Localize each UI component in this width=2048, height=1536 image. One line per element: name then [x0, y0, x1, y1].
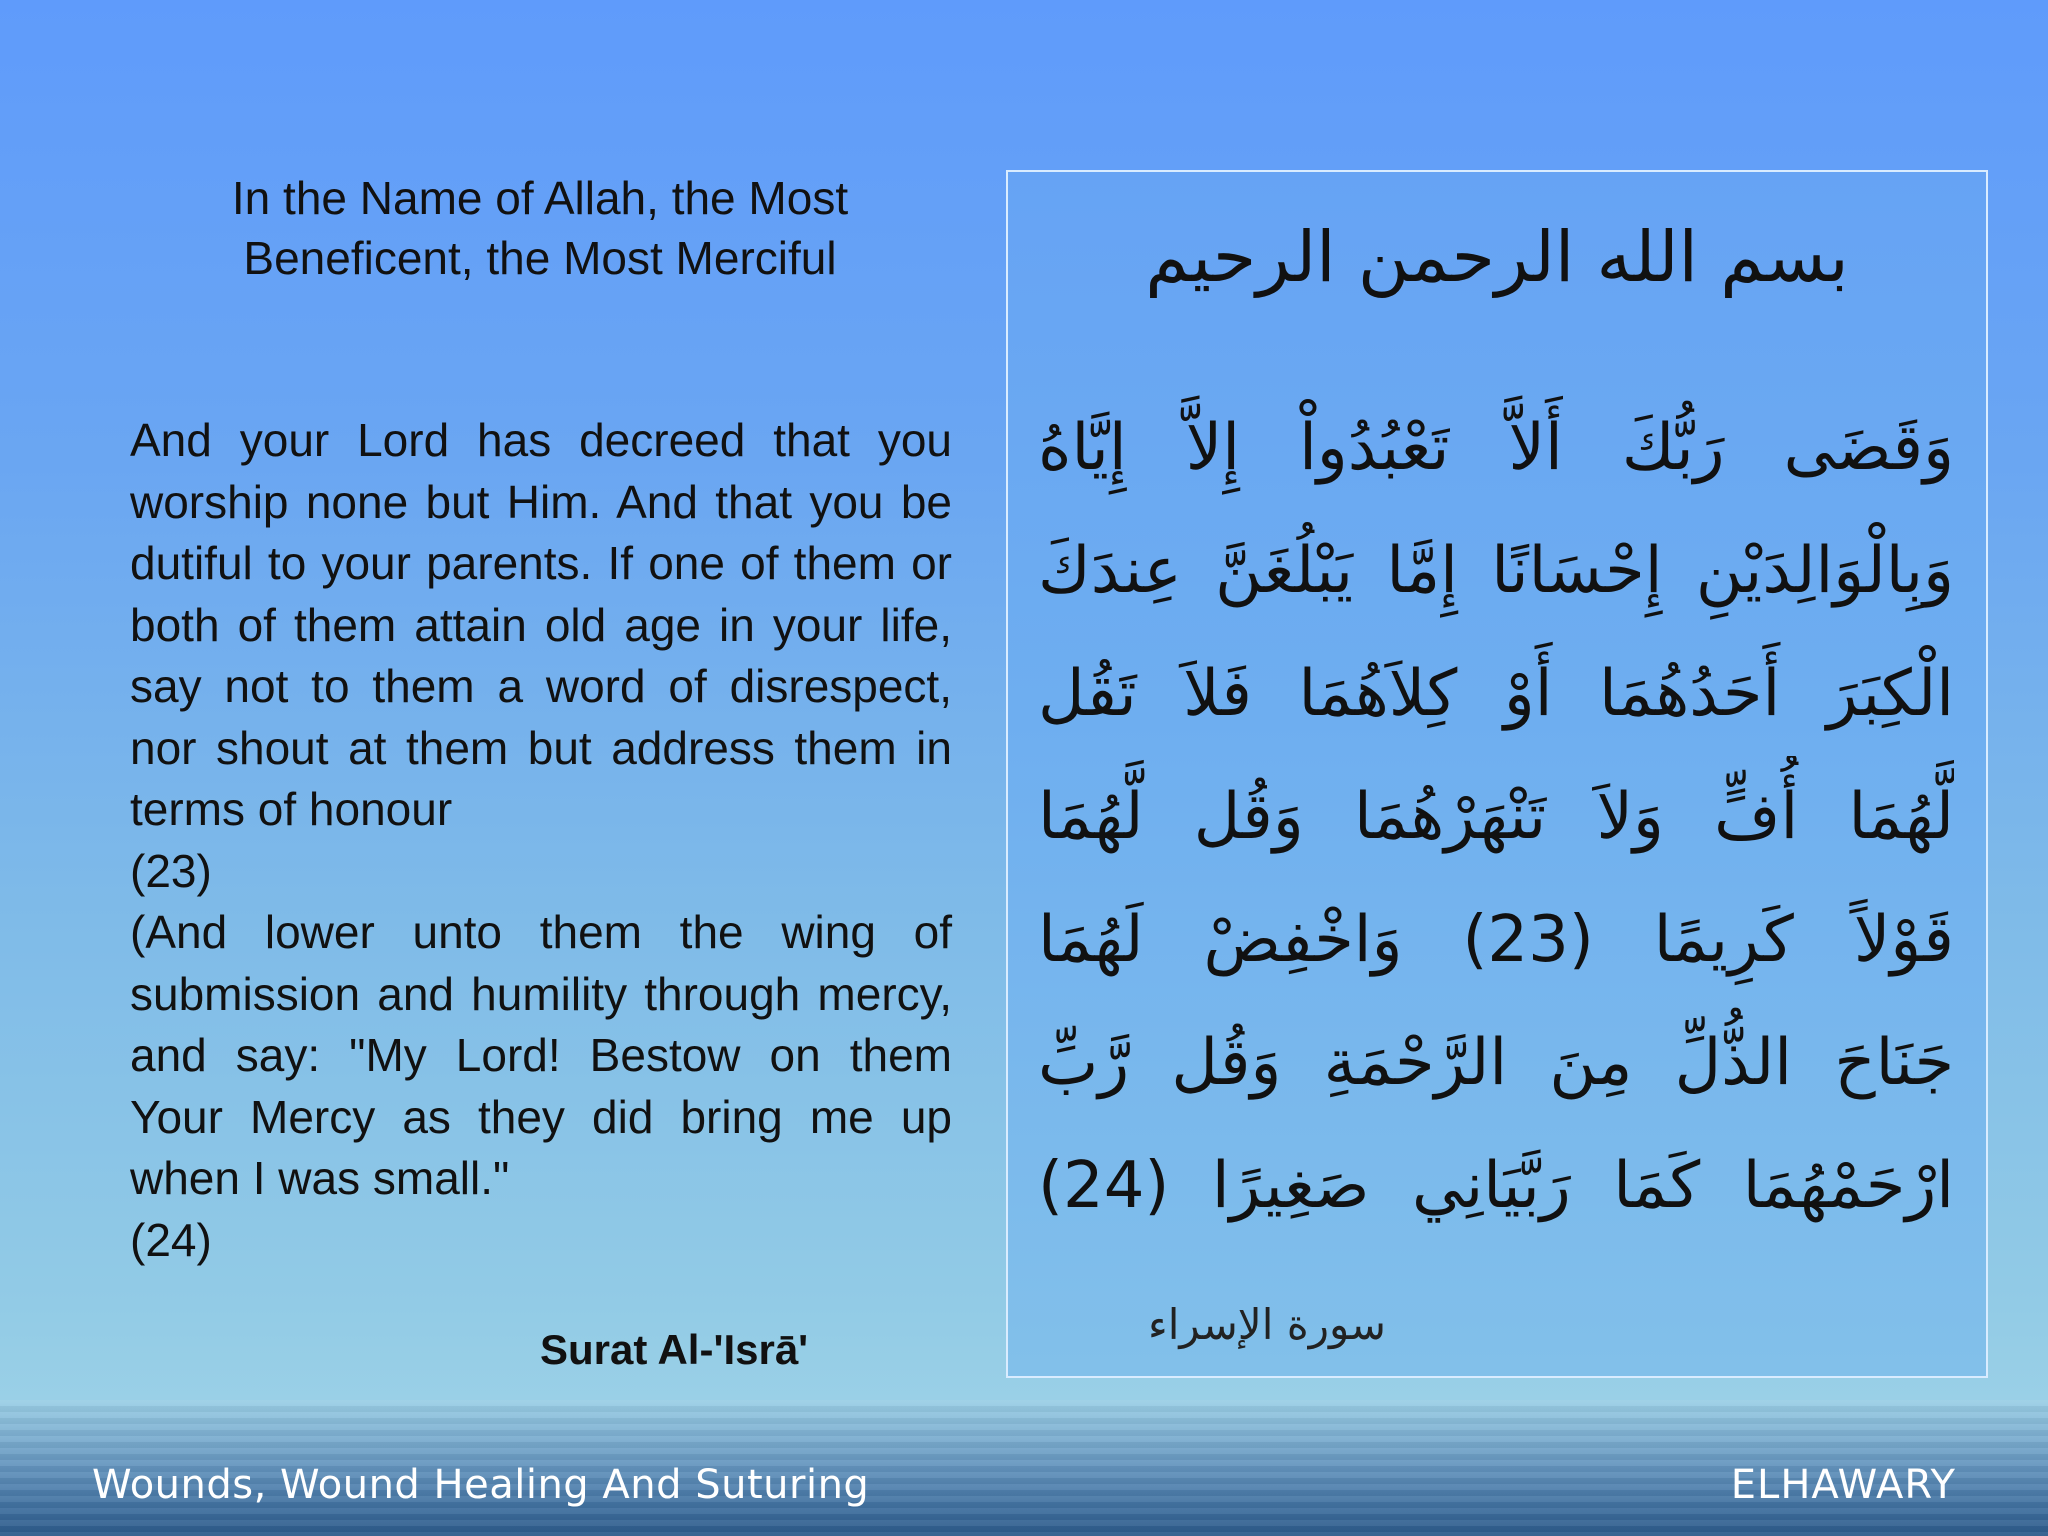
surah-name: Surat Al-'Isrā': [540, 1326, 809, 1373]
verse-24-text: (And lower unto them the wing of submission and humility through mercy, and say: "My Lord! Bestow on them Your Mercy as they did bring me up when I was small.": [130, 906, 952, 1204]
title-line-2: Beneficent, the Most Merciful: [243, 232, 837, 284]
footer-author: ELHAWARY: [1730, 1462, 1956, 1508]
footer-presentation-title: Wounds, Wound Healing And Suturing: [92, 1462, 870, 1508]
arabic-basmala: بسم الله الرحمن الرحيم: [1145, 216, 1849, 298]
arabic-line-3: الْكِبَرَ أَحَدُهُمَا أَوْ كِلاَهُمَا فَلاَ تَقُل: [1038, 657, 1954, 731]
arabic-verses: [1038, 387, 1954, 1248]
arabic-line-4: لَّهُمَا أُفٍّ وَلاَ تَنْهَرْهُمَا وَقُل لَّهُمَا: [1038, 780, 1954, 854]
verse-23-text: And your Lord has decreed that you worship none but Him. And that you be dutiful to your parents. If one of them or both of them attain old age in your life, say not to them a word of disrespect, nor shout at them but address them in terms of honour: [130, 414, 952, 835]
slide-title: [150, 168, 930, 288]
english-translation: [130, 410, 952, 1271]
arabic-line-6: جَنَاحَ الذُّلِّ مِنَ الرَّحْمَةِ وَقُل رَّبِّ: [1038, 1026, 1954, 1100]
arabic-line-1: وَقَضَى رَبُّكَ أَلاَّ تَعْبُدُواْ إِلاَّ إِيَّاهُ: [1038, 411, 1954, 485]
footer-bar: [0, 1400, 2048, 1536]
arabic-line-2: وَبِالْوَالِدَيْنِ إِحْسَانًا إِمَّا يَبْلُغَنَّ عِندَكَ: [1038, 534, 1954, 608]
arabic-line-7: ارْحَمْهُمَا كَمَا رَبَّيَانِي صَغِيرًا (24): [1038, 1149, 1954, 1223]
title-line-1: In the Name of Allah, the Most: [231, 172, 849, 224]
arabic-line-5: قَوْلاً كَرِيمًا (23) وَاخْفِضْ لَهُمَا: [1038, 903, 1954, 977]
arabic-text-panel: [1006, 170, 1988, 1378]
arabic-surah-caption: سورة الإسراء: [1148, 1300, 1386, 1349]
verse-23-number: (23): [130, 844, 212, 897]
verse-24-number: (24): [130, 1213, 212, 1266]
